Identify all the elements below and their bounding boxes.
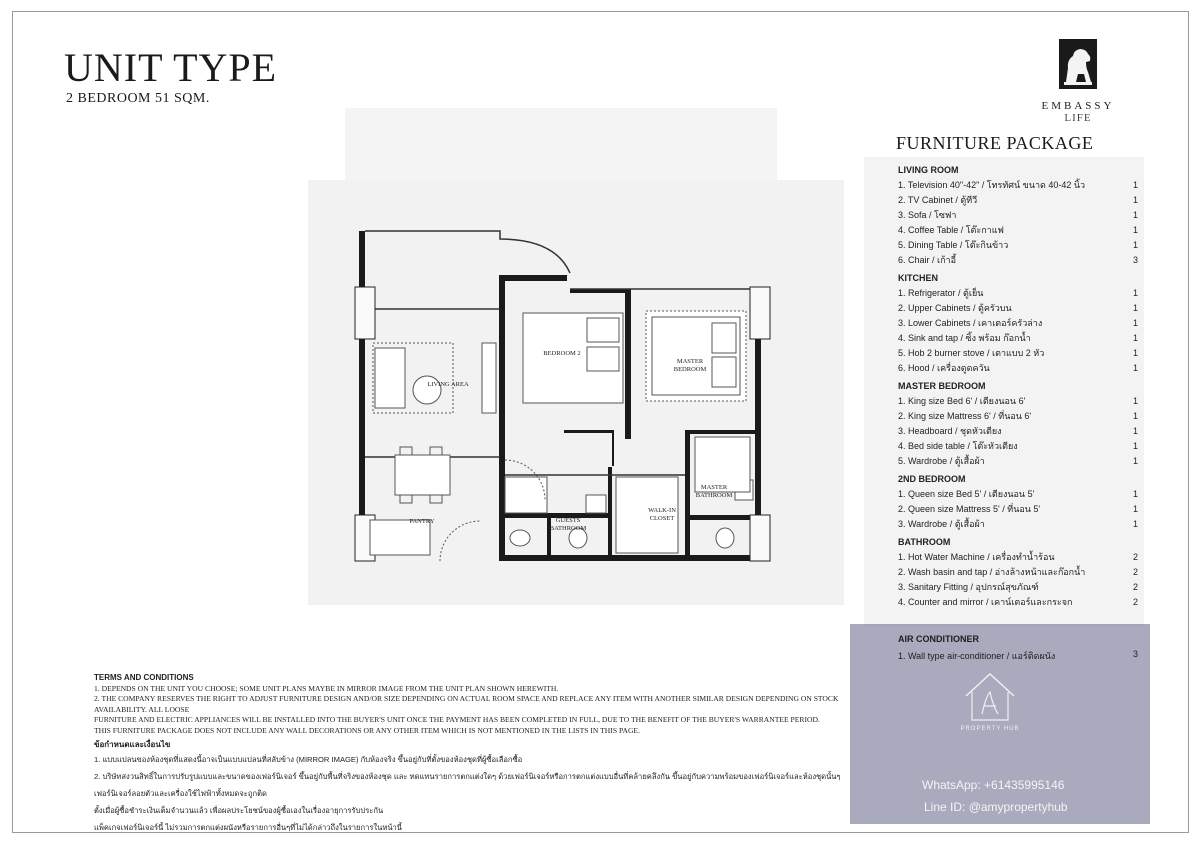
list-item: 3. Headboard / ชุดหัวเตียง 1 xyxy=(898,426,1138,436)
list-item: 3. Lower Cabinets / เคาเตอร์ครัวล่าง 1 xyxy=(898,318,1138,328)
list-item: 1. Wall type air-conditioner / แอร์ติดผนัง 3 xyxy=(898,649,1138,661)
list-item: 2. Upper Cabinets / ตู้ครัวบน 1 xyxy=(898,303,1138,313)
terms-line: THIS FURNITURE PACKAGE DOES NOT INCLUDE ANY WALL DECORATIONS OR ANY OTHER ITEM WHICH IS NOT MENTIONED IN THE LISTS IN THIS PAGE. xyxy=(94,725,640,735)
list-item: 4. Sink and tap / ซิ้ง พร้อม ก๊อกน้ำ 1 xyxy=(898,333,1138,343)
label-master-1: MASTER xyxy=(676,358,704,365)
list-item: 2. Wash basin and tap / อ่างล้างหน้าและก๊อกน้ำ 2 xyxy=(898,567,1138,577)
list-item: 1. King size Bed 6' / เตียงนอน 6' 1 xyxy=(898,396,1138,406)
section-kitchen: KITCHEN xyxy=(898,273,938,283)
label-walkin-1: WALK-IN xyxy=(648,507,676,514)
aircon-heading: AIR CONDITIONER xyxy=(898,634,979,644)
section-2nd-bedroom: 2ND BEDROOM xyxy=(898,474,966,484)
brand-sub: LIFE xyxy=(1064,112,1092,124)
label-mbath-1: MASTER xyxy=(700,484,728,491)
terms-heading: TERMS AND CONDITIONS xyxy=(94,673,194,682)
label-mbath-2: BATHROOM xyxy=(695,492,733,499)
list-item: 2. TV Cabinet / ตู้ทีวี 1 xyxy=(898,195,1138,205)
watermark-whatsapp: WhatsApp: +61435995146 xyxy=(922,778,1065,792)
floor-plan xyxy=(340,215,790,575)
list-item: 5. Hob 2 burner stove / เตาแบบ 2 หัว 1 xyxy=(898,348,1138,358)
label-master-2: BEDROOM xyxy=(673,366,707,373)
brand-logo xyxy=(1028,38,1128,124)
list-item: 1. Queen size Bed 5' / เตียงนอน 5' 1 xyxy=(898,489,1138,499)
terms-line: 2. THE COMPANY RESERVES THE RIGHT TO ADJUST FURNITURE DESIGN AND/OR SIZE DEPENDING ON ACTUAL ROOM SPACE AND REPLACE ANY ITEM WITH ANOTHER SIMILAR DESIGN DEPENDING ON STOCK AVAILABILITY. ALL LOOSE xyxy=(94,694,839,714)
list-item: 3. Sanitary Fitting / อุปกรณ์สุขภัณฑ์ 2 xyxy=(898,582,1138,592)
list-item: 2. Queen size Mattress 5' / ที่นอน 5' 1 xyxy=(898,504,1138,514)
label-walkin-2: CLOSET xyxy=(649,515,675,522)
list-item: 6. Hood / เครื่องดูดควัน 1 xyxy=(898,363,1138,373)
furniture-package-list xyxy=(864,157,1144,627)
list-item: 3. Sofa / โซฟา 1 xyxy=(898,210,1138,220)
list-item: 5. Dining Table / โต๊ะกินข้าว 1 xyxy=(898,240,1138,250)
label-living: LIVING AREA xyxy=(427,381,469,388)
section-master-bedroom: MASTER BEDROOM xyxy=(898,381,986,391)
list-item: 5. Wardrobe / ตู้เสื้อผ้า 1 xyxy=(898,456,1138,466)
terms-thai-line: 2. บริษัทสงวนสิทธิ์ในการปรับรูปแบบและขนาดของเฟอร์นิเจอร์ ขึ้นอยู่กับพื้นที่จริงของห้องชุด และ ทดแทนรายการตกแต่งใดๆ ด้วยเฟอร์นิเจอร์หรือการตกแต่งแบบอื่นที่คล้ายคลึงกัน ขึ้นอยู่กับความพร้อมของเฟอร์นิเจอร์และห้องชุดนั้นๆ เฟอร์นิเจอร์ลอยตัวและเครื่องใช้ไฟฟ้าทั้งหมดจะถูกติด xyxy=(94,771,841,798)
watermark-line-id: Line ID: @amypropertyhub xyxy=(924,800,1068,814)
plan-backdrop-top xyxy=(345,108,777,188)
terms-line: FURNITURE AND ELECTRIC APPLIANCES WILL BE INSTALLED INTO THE BUYER'S UNIT ONCE THE PAYMENT HAS BEEN COMPLETED IN FULL, DUE TO THE BENEFIT OF THE BUYER'S WARRANTEE PERIOD. xyxy=(94,715,820,724)
brand-name: EMBASSY xyxy=(1041,100,1115,112)
list-item: 4. Counter and mirror / เคาน์เตอร์และกระจก 2 xyxy=(898,597,1138,607)
label-guests-2: BATHROOM xyxy=(549,525,587,532)
list-item: 4. Coffee Table / โต๊ะกาแฟ 1 xyxy=(898,225,1138,235)
house-monogram-icon xyxy=(960,666,1020,726)
page-subtitle: 2 BEDROOM 51 SQM. xyxy=(66,91,210,106)
section-bathroom: BATHROOM xyxy=(898,537,951,547)
terms-thai-line: 1. แบบแปลนของห้องชุดที่แสดงนี้อาจเป็นแบบแปลนที่สลับข้าง (MIRROR IMAGE) กับห้องจริง ขึ้นอยู่กับที่ตั้งของห้องชุดที่ผู้ซื้อเลือกซื้อ xyxy=(94,754,523,764)
label-bedroom2: BEDROOM 2 xyxy=(543,350,581,357)
page-title: UNIT TYPE xyxy=(64,45,278,90)
list-item: 6. Chair / เก้าอี้ 3 xyxy=(898,255,1138,265)
terms-and-conditions xyxy=(94,673,854,836)
label-guests-1: GUESTS xyxy=(555,517,581,524)
list-item: 2. King size Mattress 6' / ที่นอน 6' 1 xyxy=(898,411,1138,421)
list-item: 4. Bed side table / โต๊ะหัวเตียง 1 xyxy=(898,441,1138,451)
list-item: 1. Hot Water Machine / เครื่องทำน้ำร้อน 2 xyxy=(898,552,1138,562)
section-living-room: LIVING ROOM xyxy=(898,165,959,175)
list-item: 1. Television 40"-42" / โทรทัศน์ ขนาด 40-42 นิ้ว 1 xyxy=(898,180,1138,190)
terms-thai-line: แพ็คเกจเฟอร์นิเจอร์นี้ ไม่รวมการตกแต่งผนังหรือรายการอื่นๆที่ไม่ได้กล่าวถึงในรายการในหน้านี้ xyxy=(94,822,402,832)
furniture-package-title: FURNITURE PACKAGE xyxy=(896,133,1094,153)
terms-thai-heading: ข้อกำหนดและเงื่อนไข xyxy=(94,740,171,749)
label-pantry: PANTRY xyxy=(409,518,435,525)
watermark-brand: PROPERTY HUB xyxy=(960,726,1020,732)
terms-line: 1. DEPENDS ON THE UNIT YOU CHOOSE; SOME UNIT PLANS MAYBE IN MIRROR IMAGE FROM THE UNIT PLAN SHOWN HEREWITH. xyxy=(94,683,559,693)
section-air-conditioner xyxy=(898,634,1138,663)
lion-crest-icon xyxy=(1058,38,1098,90)
terms-thai-line: ตั้งเมื่อผู้ซื้อชำระเงินเต็มจำนวนแล้ว เพื่อผลประโยชน์ของผู้ซื้อเองในเรื่องอายุการรับประกัน xyxy=(94,805,384,815)
list-item: 1. Refrigerator / ตู้เย็น 1 xyxy=(898,288,1138,298)
list-item: 3. Wardrobe / ตู้เสื้อผ้า 1 xyxy=(898,519,1138,529)
